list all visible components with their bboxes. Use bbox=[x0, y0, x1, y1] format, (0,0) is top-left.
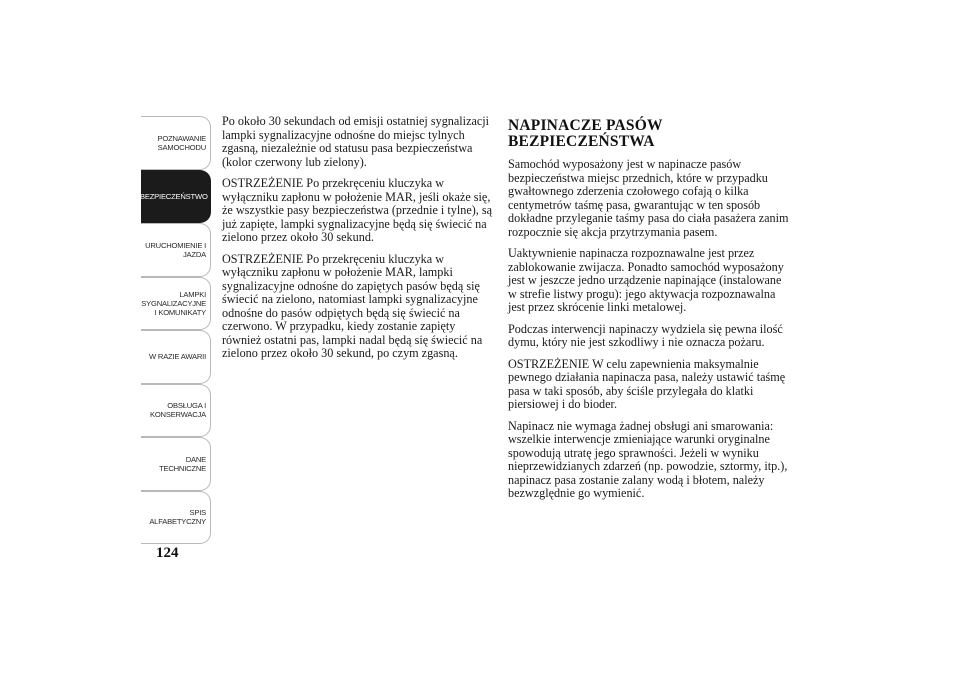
warning-label: OSTRZEŻENIE bbox=[222, 251, 304, 266]
paragraph: Podczas interwencji napinaczy wydziela się pewna ilość dymu, który nie jest szkodliwy i nie oznacza pożaru. bbox=[508, 321, 783, 349]
paragraph: Napinacz nie wymaga żadnej obsługi ani smarowania: wszelkie interwencje zmieniające warunki oryginalne spowodują utratę jego sprawności. Jeżeli w wyniku nieprzewidzianych zdarzeń (np. powodzie, sztormy, itp.), napinacz pasa zostanie zalany wodą i błotem, należy bezwzględnie go wymienić. bbox=[508, 418, 788, 500]
warning-paragraph bbox=[222, 177, 494, 245]
tab-dane-techniczne[interactable] bbox=[141, 437, 211, 491]
tab-uruchomienie-i-jazda[interactable] bbox=[141, 223, 211, 277]
warning-paragraph bbox=[508, 358, 790, 412]
warning-paragraph bbox=[222, 253, 494, 361]
tab-poznawanie-samochodu[interactable] bbox=[141, 116, 211, 170]
warning-label: OSTRZEŻENIE bbox=[508, 356, 590, 371]
paragraph: Samochód wyposażony jest w napinacze pasów bezpieczeństwa miejsc przednich, które w przypadku gwałtownego zderzenia czołowego cofają o kilka centymetrów taśmę pasa, gwarantując w ten sposób dokładne przyleganie taśmy pasa do ciała pasażera zanim rozpocznie się akcja przytrzymania pasem. bbox=[508, 157, 789, 239]
warning-label: OSTRZEŻENIE bbox=[222, 176, 304, 190]
tab-label: POZNAWANIE SAMOCHODU bbox=[157, 133, 206, 152]
tab-label: OBSŁUGA I KONSERWACJA bbox=[149, 401, 206, 420]
tab-obsluga-i-konserwacja[interactable] bbox=[141, 384, 211, 438]
tab-label: BEZPIECZEŃSTWO bbox=[140, 191, 208, 201]
tab-spis-alfabetyczny[interactable] bbox=[141, 491, 211, 545]
tab-label: URUCHOMIENIE I JAZDA bbox=[145, 240, 206, 259]
paragraph: Po około 30 sekundach od emisji ostatniej sygnalizacji lampki sygnalizacyjne odnośne do miejsc tylnych zgasną, niezależnie od statusu pasa bezpieczeństwa (kolor czerwony lub zielony). bbox=[222, 114, 490, 169]
page-number: 124 bbox=[156, 545, 179, 561]
tab-label: DANE TECHNICZNE bbox=[159, 454, 206, 473]
warning-text: Po przekręceniu kluczyka w wyłączniku zapłonu w położenie MAR, lampki sygnalizacyjne odnośne do zapiętych pasów będą się świecić na zielono, natomiast lampki sygnalizacyjne odnośne do pasów odpiętych będą się świecić na czerwono. W przypadku, kiedy zostanie zapięty również ostatni pas, lampki nadal będą się świecić na zielono przez około 30 sekund, po czym zgasną. bbox=[222, 251, 483, 360]
warning-text: Po przekręceniu kluczyka w wyłączniku zapłonu w położenie MAR, jeśli okaże się, że wszystkie pasy bezpieczeństwa (przednie i tylne), są już zapięte, lampki sygnalizacyjne będą się świecić na zielono przez około 30 sekund. bbox=[222, 176, 493, 244]
tab-label: SPIS ALFABETYCZNY bbox=[149, 508, 206, 527]
tab-bezpieczenstwo[interactable] bbox=[141, 170, 211, 224]
tab-lampki-sygnalizacyjne[interactable] bbox=[141, 277, 211, 331]
right-column bbox=[508, 115, 790, 509]
tab-label: LAMPKI SYGNALIZACYJNE I KOMUNIKATY bbox=[141, 289, 206, 317]
warning-text: W celu zapewnienia maksymalnie pewnego działania napinacza pasa, należy ustawić taśmę pasa w taki sposób, aby ściśle przylegała do klatki piersiowej i do bioder. bbox=[508, 356, 786, 411]
section-tabs bbox=[141, 116, 211, 544]
tab-w-razie-awarii[interactable] bbox=[141, 330, 211, 384]
left-column bbox=[222, 115, 494, 369]
paragraph: Uaktywnienie napinacza rozpoznawalne jest przez zablokowanie zwijacza. Ponadto samochód wyposażony jest w jeszcze jedno urządzenie napinające (instalowane w strefie listwy progu): jego aktywacja rozpoznawalna jest przez skrócenie linki metalowej. bbox=[508, 246, 784, 314]
section-heading: NAPINACZE PASÓW BEZPIECZEŃSTWA bbox=[508, 117, 663, 150]
tab-label: W RAZIE AWARII bbox=[149, 352, 206, 362]
